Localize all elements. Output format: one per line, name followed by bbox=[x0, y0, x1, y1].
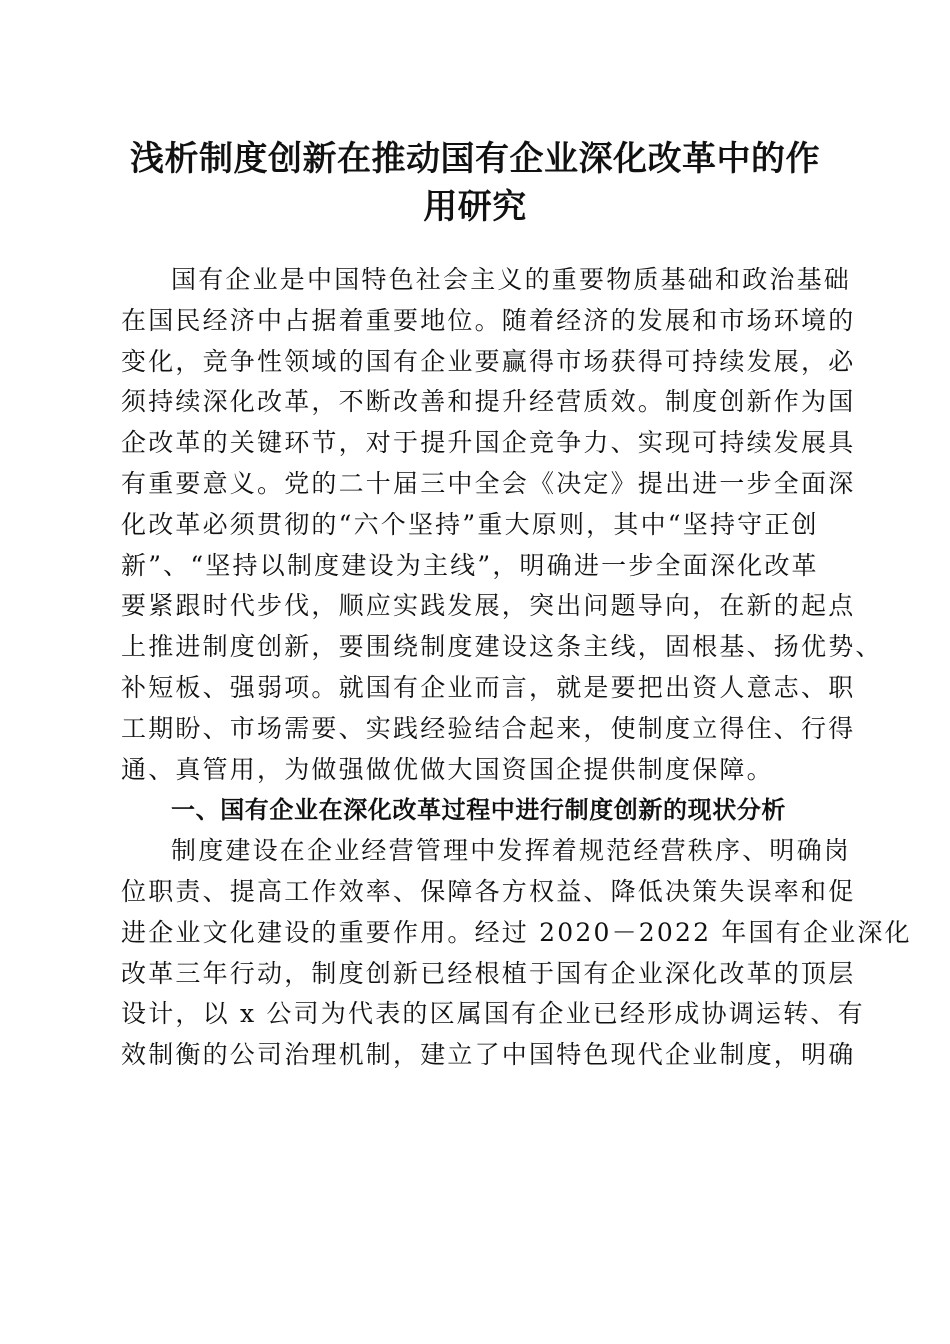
text-line: 企改革的关键环节，对于提升国企竞争力、实现可持续发展具 bbox=[121, 428, 856, 458]
text-line: 须持续深化改革，不断改善和提升经营质效。制度创新作为国 bbox=[121, 387, 856, 417]
text-line: 上推进制度创新，要围绕制度建设这条主线，固根基、扬优势、 bbox=[121, 632, 883, 662]
text-line: 化改革必须贯彻的“六个坚持”重大原则，其中“坚持守正创 bbox=[121, 509, 819, 539]
text-line: 通、真管用，为做强做优做大国资国企提供制度保障。 bbox=[121, 754, 774, 784]
text-line: 在国民经济中占据着重要地位。随着经济的发展和市场环境的 bbox=[121, 305, 856, 335]
paragraph-section1 bbox=[121, 831, 912, 1076]
text-line: 有重要意义。党的二十届三中全会《决定》提出进一步全面深 bbox=[121, 468, 856, 498]
text-line: 位职责、提高工作效率、保障各方权益、降低决策失误率和促 bbox=[121, 876, 856, 906]
heading-text: 一、国有企业在深化改革过程中进行制度创新的现状分析 bbox=[171, 796, 786, 825]
text-line: 工期盼、市场需要、实践经验结合起来，使制度立得住、行得 bbox=[121, 713, 856, 743]
section-heading bbox=[121, 790, 841, 831]
text-line: 设计，以 x 公司为代表的区属国有企业已经形成协调运转、有 bbox=[121, 999, 865, 1029]
title-line: 用研究 bbox=[423, 187, 527, 227]
text-line: 改革三年行动，制度创新已经根植于国有企业深化改革的顶层 bbox=[121, 958, 856, 988]
text-line: 变化，竞争性领域的国有企业要赢得市场获得可持续发展，必 bbox=[121, 346, 856, 376]
text-line: 新”、“坚持以制度建设为主线”，明确进一步全面深化改革 bbox=[121, 550, 819, 580]
text-line: 补短板、强弱项。就国有企业而言，就是要把出资人意志、职 bbox=[121, 672, 856, 702]
document-body bbox=[121, 260, 912, 1076]
text-line: 制度建设在企业经营管理中发挥着规范经营秩序、明确岗 bbox=[171, 836, 852, 866]
document-title bbox=[110, 135, 840, 231]
text-line: 国有企业是中国特色社会主义的重要物质基础和政治基础 bbox=[171, 265, 852, 294]
text-line: 要紧跟时代步伐，顺应实践发展，突出问题导向，在新的起点 bbox=[121, 591, 856, 621]
text-line: 效制衡的公司治理机制，建立了中国特色现代企业制度，明确 bbox=[121, 1040, 856, 1070]
title-line: 浅析制度创新在推动国有企业深化改革中的作 bbox=[130, 139, 820, 179]
text-line: 进企业文化建设的重要作用。经过 2020－2022 年国有企业深化 bbox=[121, 917, 912, 947]
paragraph-intro bbox=[121, 260, 883, 790]
